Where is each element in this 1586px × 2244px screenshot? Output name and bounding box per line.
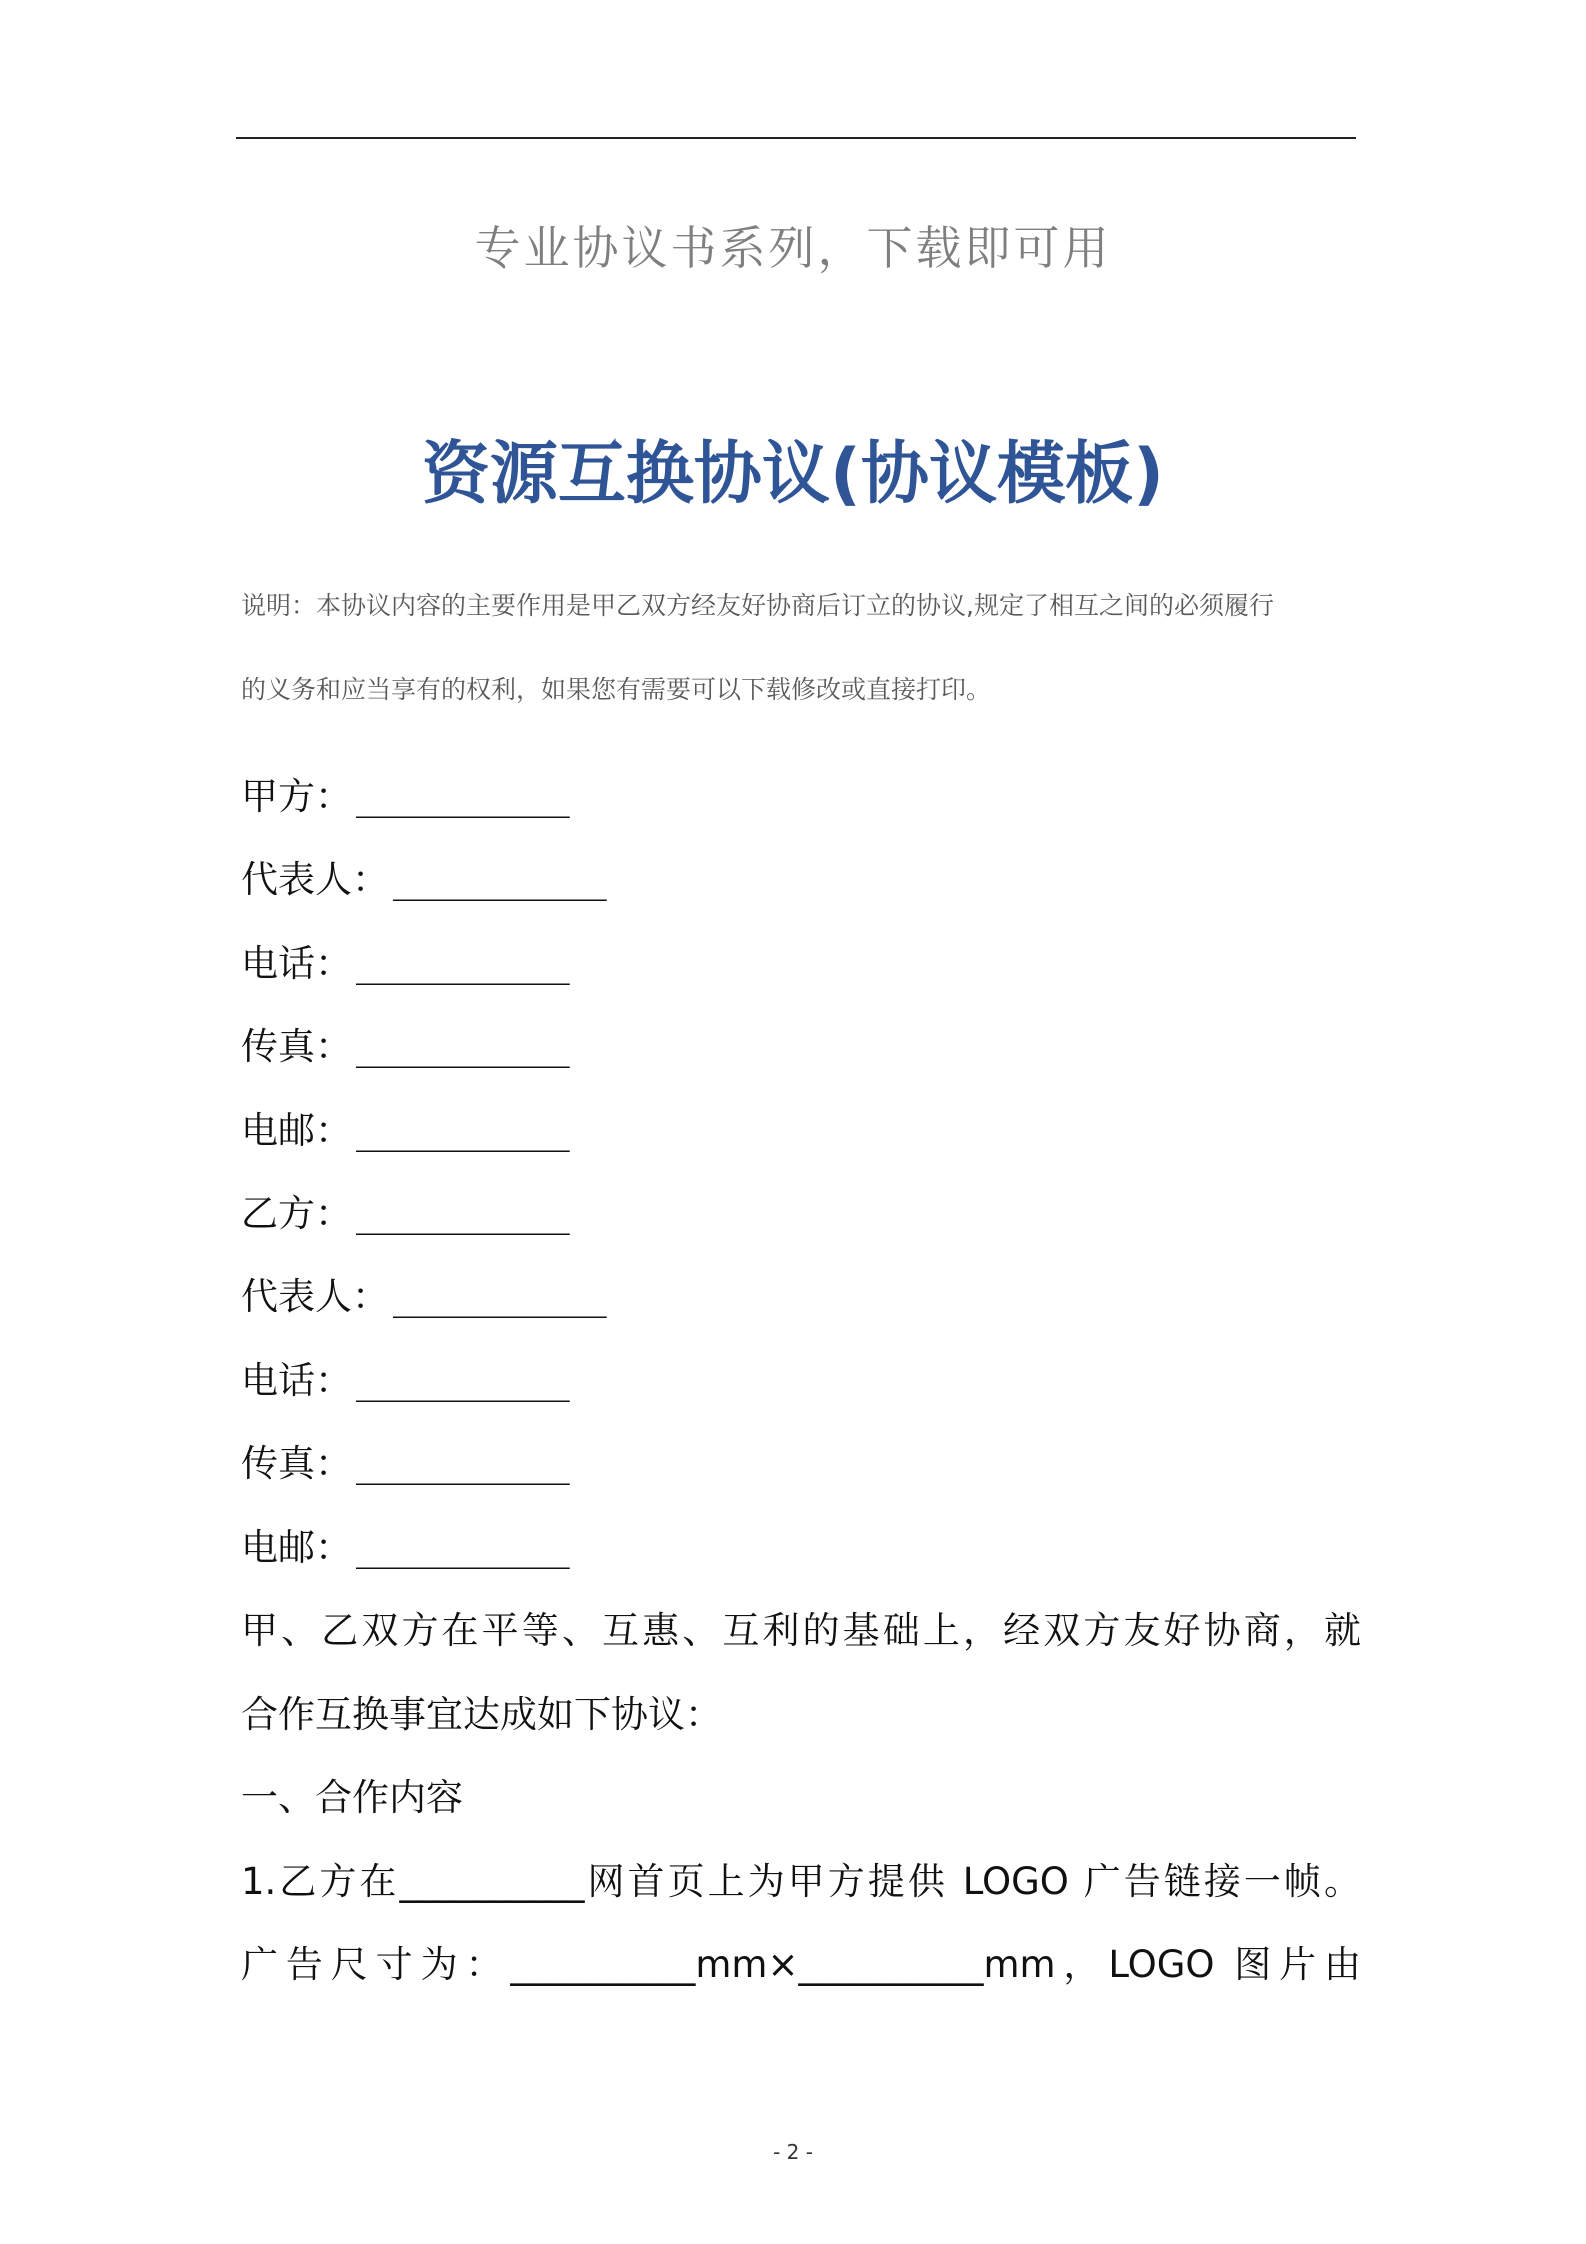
header-rule	[236, 137, 1356, 139]
field-label: 电邮：	[241, 1526, 352, 1569]
note-line-1: 说明：本协议内容的主要作用是甲乙双方经友好协商后订立的协议,规定了相互之间的必须履行	[241, 591, 1274, 620]
intro-line-2: 合作互换事宜达成如下协议：	[241, 1693, 722, 1736]
field-party-a	[241, 772, 569, 822]
field-label: 电话：	[241, 1359, 352, 1402]
field-label: 传真：	[241, 1442, 352, 1485]
field-party-b-representative	[241, 1272, 606, 1322]
field-blank: __________	[356, 1025, 569, 1068]
field-label: 代表人：	[241, 1275, 389, 1318]
field-label: 电邮：	[241, 1109, 352, 1152]
field-blank: __________	[356, 1526, 569, 1569]
field-label: 电话：	[241, 942, 352, 985]
field-blank: __________	[356, 1109, 569, 1152]
field-blank: __________	[356, 1192, 569, 1235]
series-title: 专业协议书系列，下载即可用	[474, 221, 1112, 275]
section-heading: 一、合作内容	[241, 1776, 463, 1819]
field-party-b-email	[241, 1523, 569, 1573]
field-blank: __________	[393, 858, 606, 901]
field-blank: __________	[356, 1442, 569, 1485]
clause-1-line-2: 广告尺寸为：__________mm×__________mm，LOGO 图片由	[241, 1943, 1361, 1986]
field-party-a-email	[241, 1106, 569, 1156]
field-blank: __________	[356, 775, 569, 818]
clause-1-line-1: 1.乙方在__________网首页上为甲方提供 LOGO 广告链接一帧。	[241, 1860, 1361, 1903]
field-party-b-fax	[241, 1439, 569, 1489]
field-party-a-fax	[241, 1022, 569, 1072]
field-label: 甲方：	[241, 775, 352, 818]
page-number: - 2 -	[773, 2140, 813, 2164]
field-blank: __________	[356, 1359, 569, 1402]
field-party-a-phone	[241, 939, 569, 989]
field-blank: __________	[393, 1275, 606, 1318]
field-label: 代表人：	[241, 858, 389, 901]
field-label: 传真：	[241, 1025, 352, 1068]
document-title: 资源互换协议(协议模板)	[421, 435, 1165, 514]
field-party-a-representative	[241, 855, 606, 905]
field-party-b-phone	[241, 1356, 569, 1406]
field-blank: __________	[356, 942, 569, 985]
note-line-2: 的义务和应当享有的权利，如果您有需要可以下载修改或直接打印。	[241, 675, 992, 704]
intro-line-1: 甲、乙双方在平等、互惠、互利的基础上，经双方友好协商，就	[241, 1609, 1361, 1652]
field-party-b	[241, 1189, 569, 1239]
field-label: 乙方：	[241, 1192, 352, 1235]
